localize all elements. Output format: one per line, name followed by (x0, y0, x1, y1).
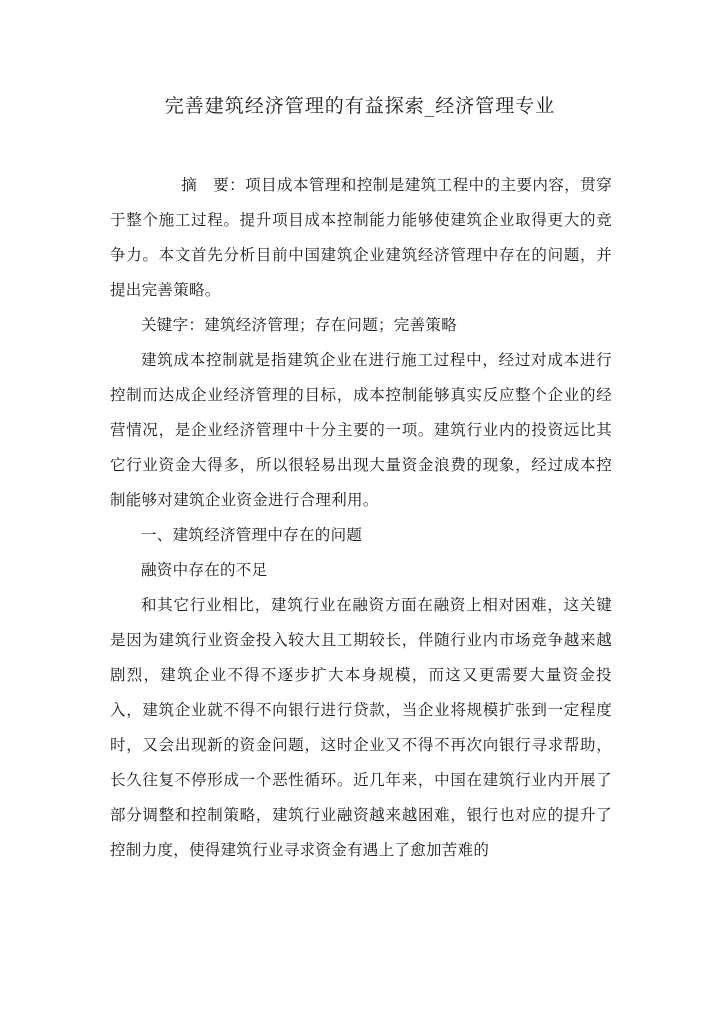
document-title: 完善建筑经济管理的有益探索_经济管理专业 (164, 95, 556, 117)
keywords-paragraph: 关键字：建筑经济管理；存在问题；完善策略 (141, 316, 458, 334)
section-heading: 一、建筑经济管理中存在的问题 (141, 526, 363, 544)
abstract-paragraph: 摘 要：项目成本管理和控制是建筑工程中的主要内容，贯穿于整个施工过程。提升项目成本控制能力能够使建筑企业取得更大的竞争力。本文首先分析目前中国建筑企业建筑经济管理中存在的问题，并提出完善策略。 (110, 176, 612, 299)
document-body (110, 168, 612, 868)
financing-paragraph: 和其它行业相比，建筑行业在融资方面在融资上相对困难，这关键是因为建筑行业资金投入较大且工期较长，伴随行业内市场竞争越来越剧烈，建筑企业不得不逐步扩大本身规模，而这又更需要大量资金投入，建筑企业就不得不向银行进行贷款，当企业将规模扩张到一定程度时，又会出现新的资金问题，这时企业又不得不再次向银行寻求帮助，长久往复不停形成一个恶性循环。近几年来，中国在建筑行业内开展了部分调整和控制策略，建筑行业融资越来越困难，银行也对应的提升了控制力度，使得建筑行业寻求资金有遇上了愈加苦难的 (110, 596, 612, 859)
subsection-heading: 融资中存在的不足 (141, 561, 268, 579)
intro-paragraph: 建筑成本控制就是指建筑企业在进行施工过程中，经过对成本进行控制而达成企业经济管理的目标，成本控制能够真实反应整个企业的经营情况，是企业经济管理中十分主要的一项。建筑行业内的投资远比其它行业资金大得多，所以很轻易出现大量资金浪费的现象，经过成本控制能够对建筑企业资金进行合理利用。 (110, 351, 612, 509)
